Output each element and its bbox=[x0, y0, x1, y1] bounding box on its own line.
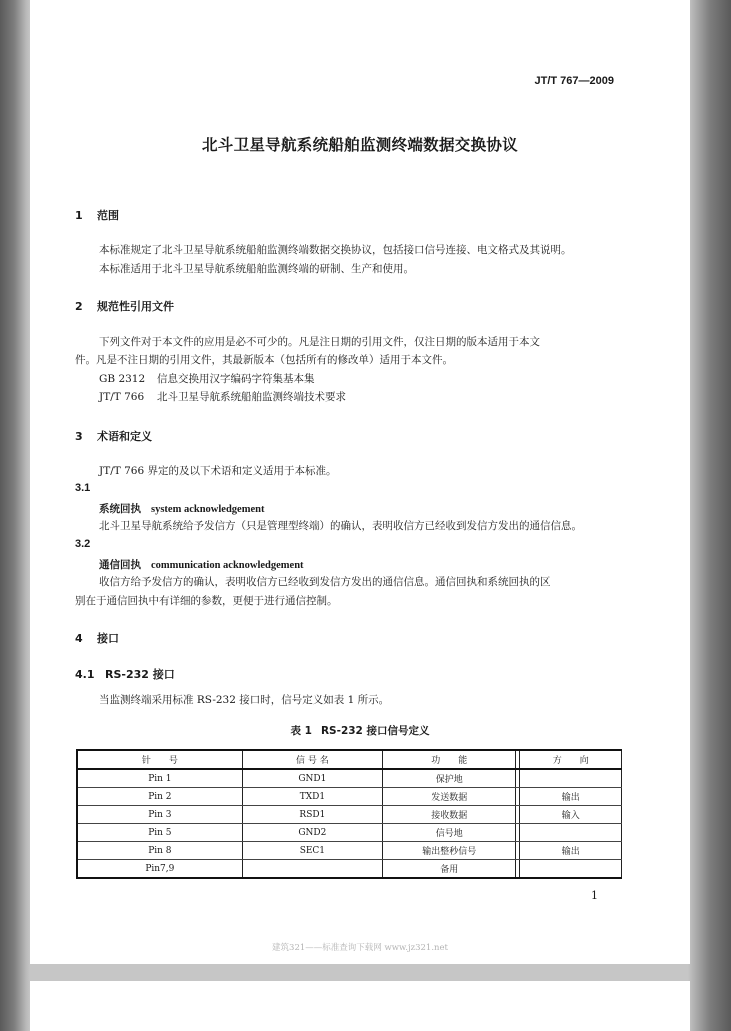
pin-cell: Pin 2 bbox=[77, 788, 242, 806]
section-2-heading bbox=[75, 298, 174, 314]
signal-cell: RSD1 bbox=[242, 806, 382, 824]
section-number: 4 bbox=[75, 632, 83, 645]
term-zh: 通信回执 bbox=[99, 559, 141, 571]
section-title: 规范性引用文件 bbox=[97, 300, 174, 313]
direction-cell: 输入 bbox=[520, 806, 622, 824]
reference-item bbox=[99, 390, 346, 404]
term-definition: 北斗卫星导航系统给予发信方（只是管理型终端）的确认，表明收信方已经收到发信方发出的通信信息。 bbox=[99, 520, 582, 532]
function-cell: 保护地 bbox=[383, 769, 516, 788]
column-header: 信 号 名 bbox=[242, 750, 382, 769]
paragraph: 本标准适用于北斗卫星导航系统船舶监测终端的研制、生产和使用。 bbox=[99, 263, 414, 275]
signal-cell: SEC1 bbox=[242, 842, 382, 860]
reference-item bbox=[99, 372, 315, 386]
table-header-row bbox=[77, 750, 622, 769]
section-title: 范围 bbox=[97, 209, 119, 222]
term-definition: 别在于通信回执中有详细的参数，更便于进行通信控制。 bbox=[75, 595, 338, 607]
pin-cell: Pin 8 bbox=[77, 842, 242, 860]
section-3-heading bbox=[75, 428, 152, 444]
function-cell: 备用 bbox=[383, 860, 516, 879]
table-row bbox=[77, 806, 622, 824]
direction-cell bbox=[520, 860, 622, 879]
table-row bbox=[77, 769, 622, 788]
signal-cell: GND2 bbox=[242, 824, 382, 842]
pin-cell: Pin 1 bbox=[77, 769, 242, 788]
table-row bbox=[77, 842, 622, 860]
reference-title: 北斗卫星导航系统船舶监测终端技术要求 bbox=[157, 391, 346, 403]
paragraph: JT/T 766 界定的及以下术语和定义适用于本标准。 bbox=[99, 465, 337, 477]
subsection-number: 4.1 bbox=[75, 668, 95, 681]
direction-cell bbox=[520, 824, 622, 842]
term-zh: 系统回执 bbox=[99, 503, 141, 515]
document-code: JT/T 767—2009 bbox=[534, 75, 614, 87]
term-heading bbox=[99, 501, 264, 516]
direction-cell bbox=[520, 769, 622, 788]
paragraph: 本标准规定了北斗卫星导航系统船舶监测终端数据交换协议，包括接口信号连接、电文格式及其说明。 bbox=[99, 244, 572, 256]
pin-cell: Pin7,9 bbox=[77, 860, 242, 879]
pin-cell: Pin 5 bbox=[77, 824, 242, 842]
term-number: 3.2 bbox=[75, 538, 91, 550]
section-1-heading bbox=[75, 207, 119, 223]
paragraph: 当监测终端采用标准 RS-232 接口时，信号定义如表 1 所示。 bbox=[99, 694, 390, 706]
column-header: 针 号 bbox=[77, 750, 242, 769]
subsection-title: RS-232 接口 bbox=[105, 668, 175, 681]
reference-code: JT/T 766 bbox=[99, 391, 145, 403]
paragraph: 下列文件对于本文件的应用是必不可少的。凡是注日期的引用文件，仅注日期的版本适用于本文 bbox=[99, 336, 540, 348]
section-4-heading bbox=[75, 630, 119, 646]
section-title: 接口 bbox=[97, 632, 119, 645]
document-title: 北斗卫星导航系统船舶监测终端数据交换协议 bbox=[201, 136, 518, 154]
signal-cell: TXD1 bbox=[242, 788, 382, 806]
direction-cell: 输出 bbox=[520, 842, 622, 860]
section-number: 2 bbox=[75, 300, 83, 313]
function-cell: 输出整秒信号 bbox=[383, 842, 516, 860]
section-number: 1 bbox=[75, 209, 83, 222]
reference-title: 信息交换用汉字编码字符集基本集 bbox=[157, 373, 315, 385]
function-cell: 信号地 bbox=[383, 824, 516, 842]
term-en: system acknowledgement bbox=[151, 504, 265, 515]
table-number: 表 1 bbox=[290, 725, 312, 737]
signal-cell bbox=[242, 860, 382, 879]
signal-table bbox=[76, 749, 622, 879]
section-title: 术语和定义 bbox=[97, 430, 152, 443]
table-caption bbox=[30, 723, 690, 738]
table-row bbox=[77, 788, 622, 806]
signal-cell: GND1 bbox=[242, 769, 382, 788]
term-number: 3.1 bbox=[75, 482, 91, 494]
page-number: 1 bbox=[591, 889, 598, 902]
document-page bbox=[30, 0, 690, 964]
watermark: 建筑321——标准查询下载网 www.jz321.net bbox=[272, 943, 448, 953]
pin-cell: Pin 3 bbox=[77, 806, 242, 824]
subsection-4-1-heading bbox=[75, 666, 175, 682]
reference-code: GB 2312 bbox=[99, 373, 146, 385]
function-cell: 接收数据 bbox=[383, 806, 516, 824]
table-title: RS-232 接口信号定义 bbox=[320, 725, 430, 737]
section-number: 3 bbox=[75, 430, 83, 443]
column-header: 功 能 bbox=[383, 750, 516, 769]
term-definition: 收信方给予发信方的确认，表明收信方已经收到发信方发出的通信信息。通信回执和系统回执的区 bbox=[99, 576, 551, 588]
term-en: communication acknowledgement bbox=[151, 560, 304, 571]
paragraph: 件。凡是不注日期的引用文件，其最新版本（包括所有的修改单）适用于本文件。 bbox=[75, 354, 453, 366]
column-header: 方 向 bbox=[520, 750, 622, 769]
table-row bbox=[77, 824, 622, 842]
table-row bbox=[77, 860, 622, 879]
function-cell: 发送数据 bbox=[383, 788, 516, 806]
direction-cell: 输出 bbox=[520, 788, 622, 806]
term-heading bbox=[99, 557, 304, 572]
